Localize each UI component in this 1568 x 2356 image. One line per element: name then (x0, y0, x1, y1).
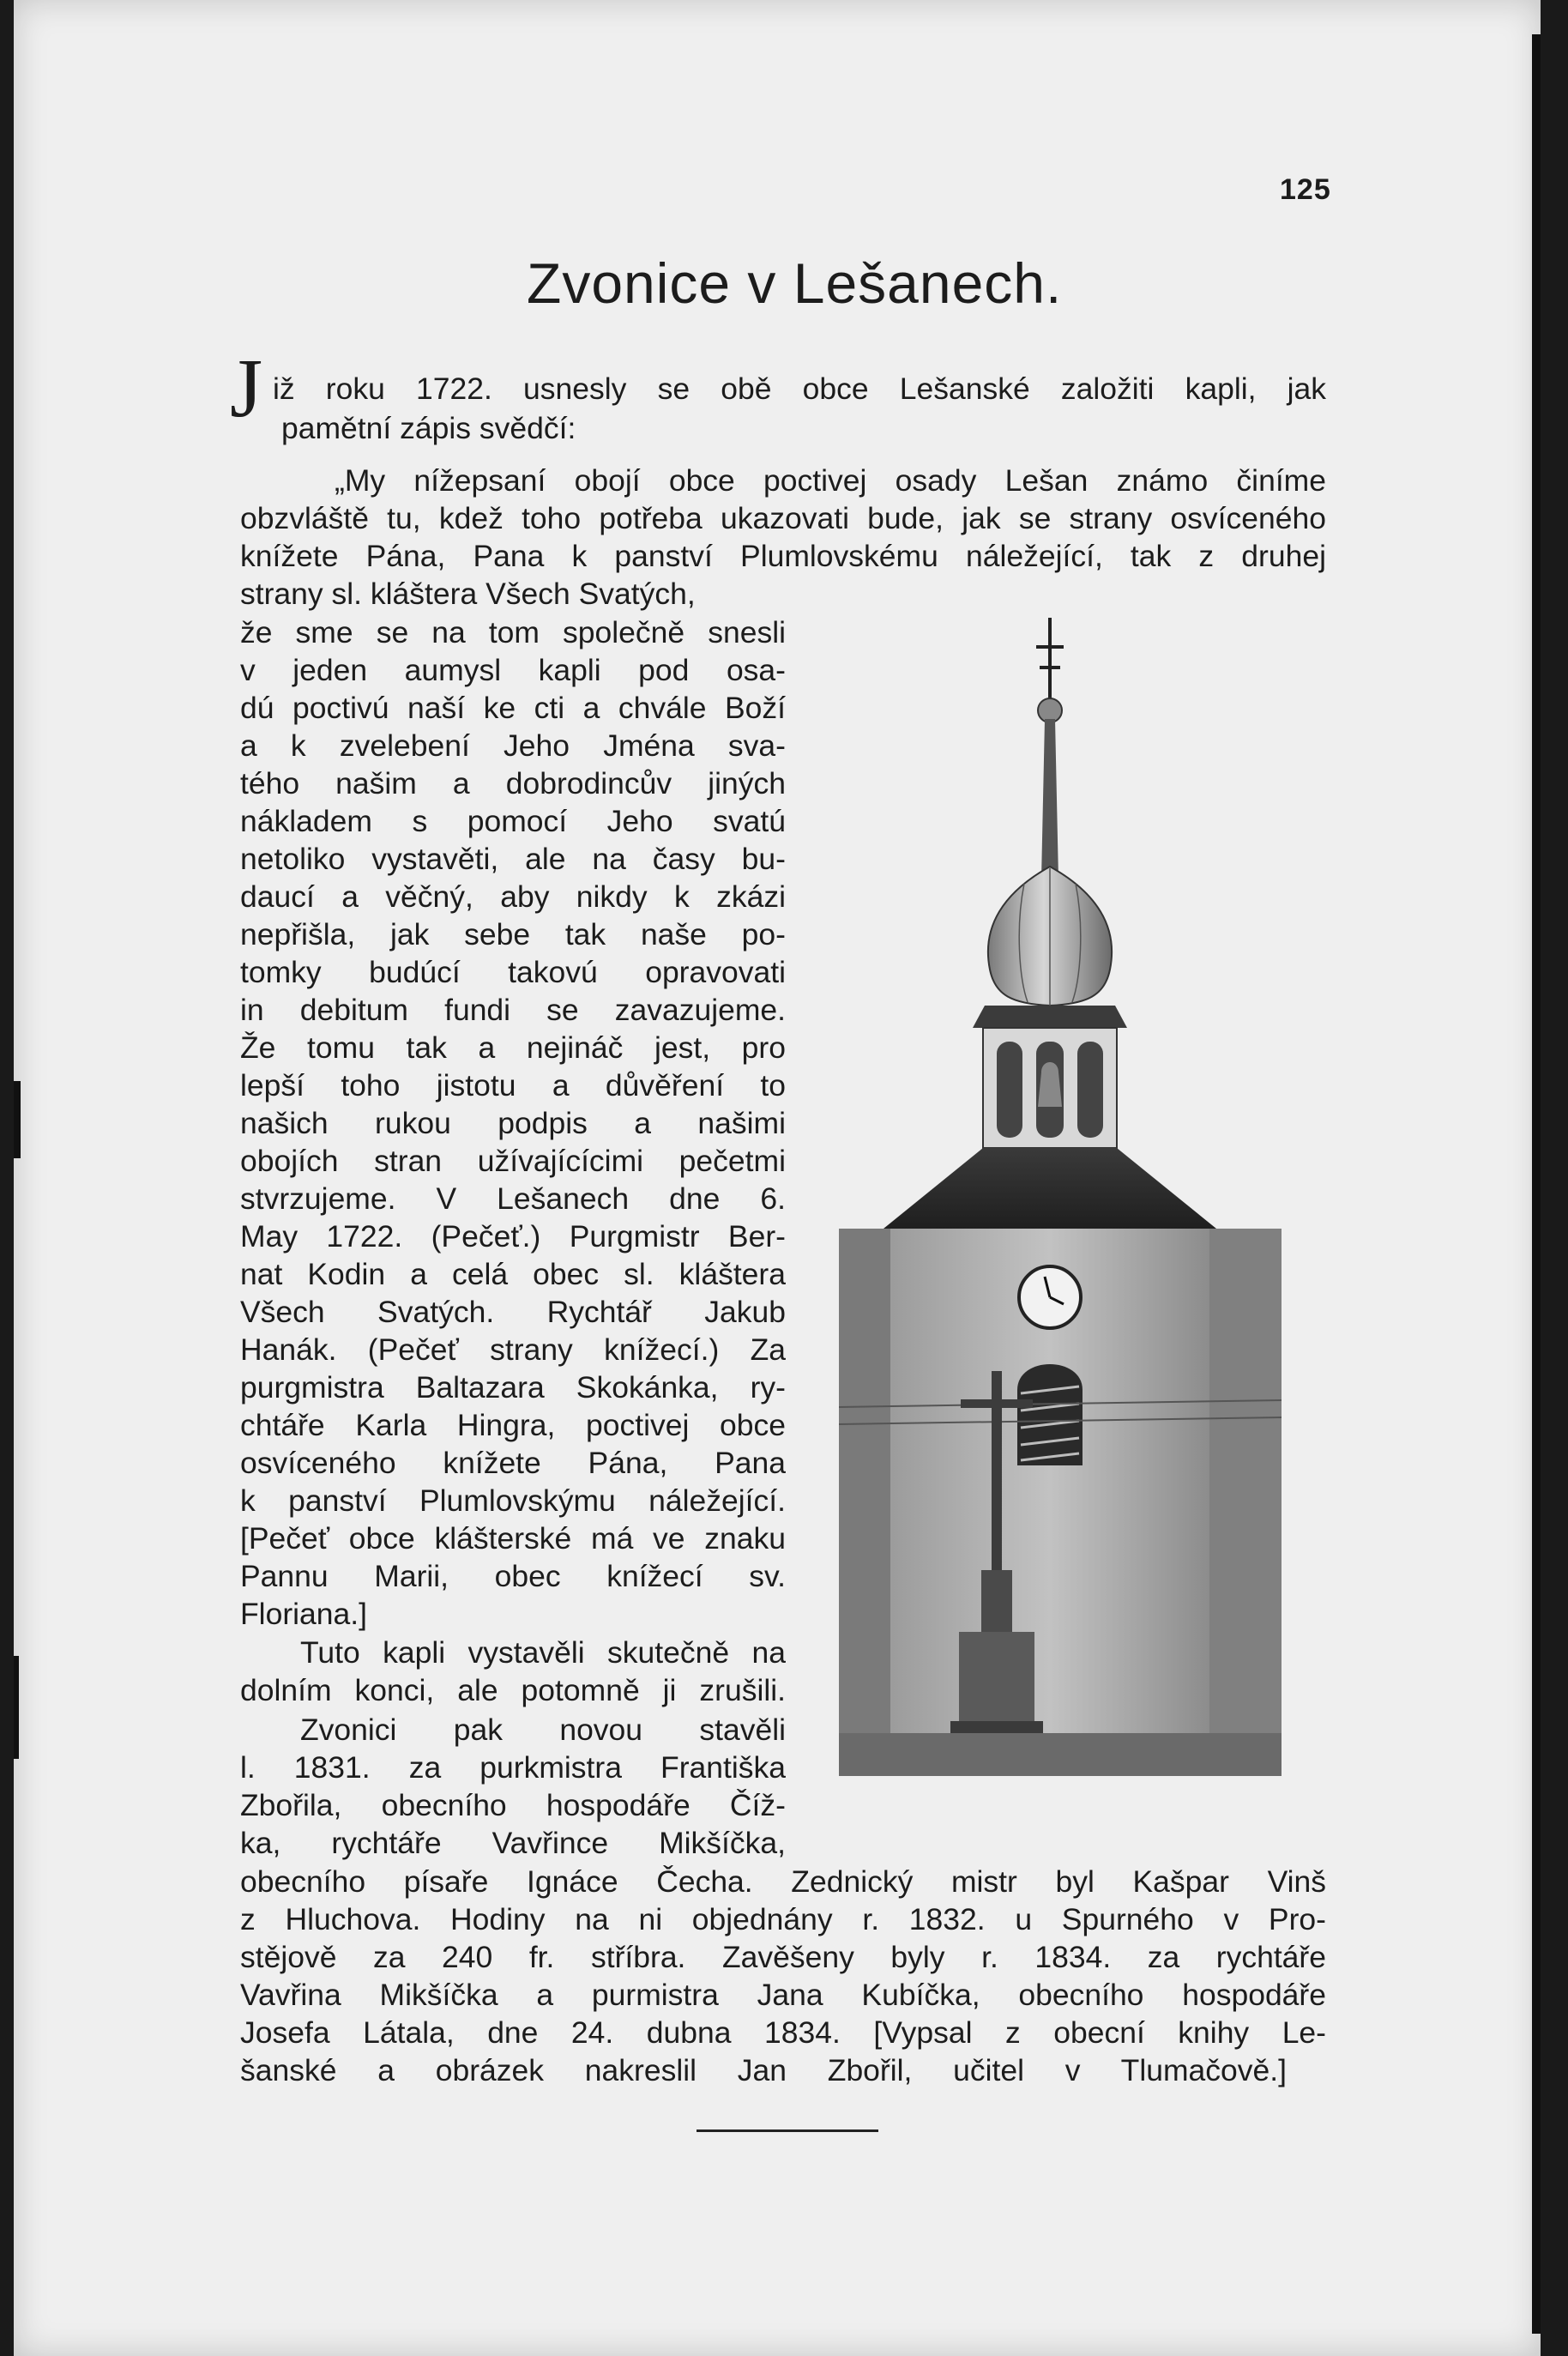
text-line: šanské a obrázek nakreslil Jan Zbořil, učitel v Tlumačově.] (240, 2053, 1287, 2087)
text-line: in debitum fundi se zavazujeme. (240, 993, 786, 1027)
text-line: strany sl. kláštera Všech Svatých, (240, 577, 696, 611)
text-line: tomky budúcí takovú opravovati (240, 955, 786, 989)
text-line: dú poctivú naší ke cti a chvále Boží (240, 691, 786, 725)
text-line: [Pečeť obce klášterské má ve znaku (240, 1521, 786, 1556)
text-line: nepřišla, jak sebe tak naše po- (240, 917, 786, 951)
separator-rule (697, 2129, 878, 2132)
text-line: chtáře Karla Hingra, poctivej obce (240, 1408, 786, 1442)
text-line: Tuto kapli vystavěli skutečně na (300, 1635, 786, 1670)
text-line: nat Kodin a celá obec sl. kláštera (240, 1257, 786, 1291)
page-number: 125 (1280, 173, 1331, 206)
intro-line-1: iž roku 1722. usnesly se obě obce Lešanské založiti kapli, jak (273, 372, 1326, 406)
text-line: Hanák. (Pečeť strany knížecí.) Za (240, 1332, 786, 1367)
text-line: ka, rychtáře Vavřince Mikšíčka, (240, 1826, 786, 1860)
drop-cap: J (230, 342, 263, 435)
text-line: a k zvelebení Jeho Jména sva- (240, 728, 786, 763)
text-line: „My nížepsaní obojí obce poctivej osady Lešan známo činíme (335, 463, 1326, 498)
text-line: dolním konci, ale potomně ji zrušili. (240, 1673, 786, 1707)
text-line: Že tomu tak a nejináč jest, pro (240, 1030, 786, 1065)
text-line: Zbořila, obecního hospodáře Číž- (240, 1788, 786, 1822)
text-line: Pannu Marii, obec knížecí sv. (240, 1559, 786, 1593)
text-line: obecního písaře Ignáce Čecha. Zednický mistr byl Kašpar Vinš (240, 1864, 1326, 1899)
book-page (14, 0, 1541, 2356)
text-line: z Hluchova. Hodiny na ni objednány r. 1832. u Spurného v Pro- (240, 1902, 1326, 1936)
text-line: stvrzujeme. V Lešanech dne 6. (240, 1181, 786, 1216)
text-line: obojích stran užívajícícimi pečetmi (240, 1144, 786, 1178)
text-line: purgmistra Baltazara Skokánka, ry- (240, 1370, 786, 1405)
text-line: stějově za 240 fr. stříbra. Zavěšeny byly r. 1834. za rychtáře (240, 1940, 1326, 1974)
text-line: Zvonici pak novou stavěli (300, 1713, 786, 1747)
text-line: našich rukou podpis a našimi (240, 1106, 786, 1140)
text-line: osvíceného knížete Pána, Pana (240, 1446, 786, 1480)
text-line: tého našim a dobrodincův jiných (240, 766, 786, 800)
text-line: Všech Svatých. Rychtář Jakub (240, 1295, 786, 1329)
text-line: lepší toho jistotu a důvěření to (240, 1068, 786, 1102)
text-line: v jeden aumysl kapli pod osa- (240, 653, 786, 687)
text-line: Vavřina Mikšíčka a purmistra Jana Kubíčka, obecního hospodáře (240, 1978, 1326, 2012)
binding-mark (14, 1081, 21, 1158)
text-line: Josefa Látala, dne 24. dubna 1834. [Vypsal z obecní knihy Le- (240, 2015, 1326, 2050)
page-title: Zvonice v Lešanech. (527, 251, 1063, 315)
text-line: netoliko vystavěti, ale na časy bu- (240, 842, 786, 876)
text-line: obzvláště tu, kdež toho potřeba ukazovati bude, jak se strany osvíceného (240, 501, 1326, 535)
intro-line-2: pamětní zápis svědčí: (281, 411, 576, 445)
text-line: Floriana.] (240, 1597, 367, 1631)
text-line: že sme se na tom společně snesli (240, 615, 786, 649)
text-line: l. 1831. za purkmistra Františka (240, 1750, 786, 1785)
text-line: May 1722. (Pečeť.) Purgmistr Ber- (240, 1219, 786, 1254)
text-line: knížete Pána, Pana k panství Plumlovskému náležející, tak z druhej (240, 539, 1326, 573)
text-line: daucí a věčný, aby nikdy k zkázi (240, 879, 786, 914)
page-edge (1532, 34, 1541, 2334)
text-line: nákladem s pomocí Jeho svatú (240, 804, 786, 838)
binding-mark (14, 1656, 19, 1759)
bell-tower-illustration (839, 618, 1282, 1776)
text-line: k panství Plumlovskýmu náležející. (240, 1483, 786, 1518)
